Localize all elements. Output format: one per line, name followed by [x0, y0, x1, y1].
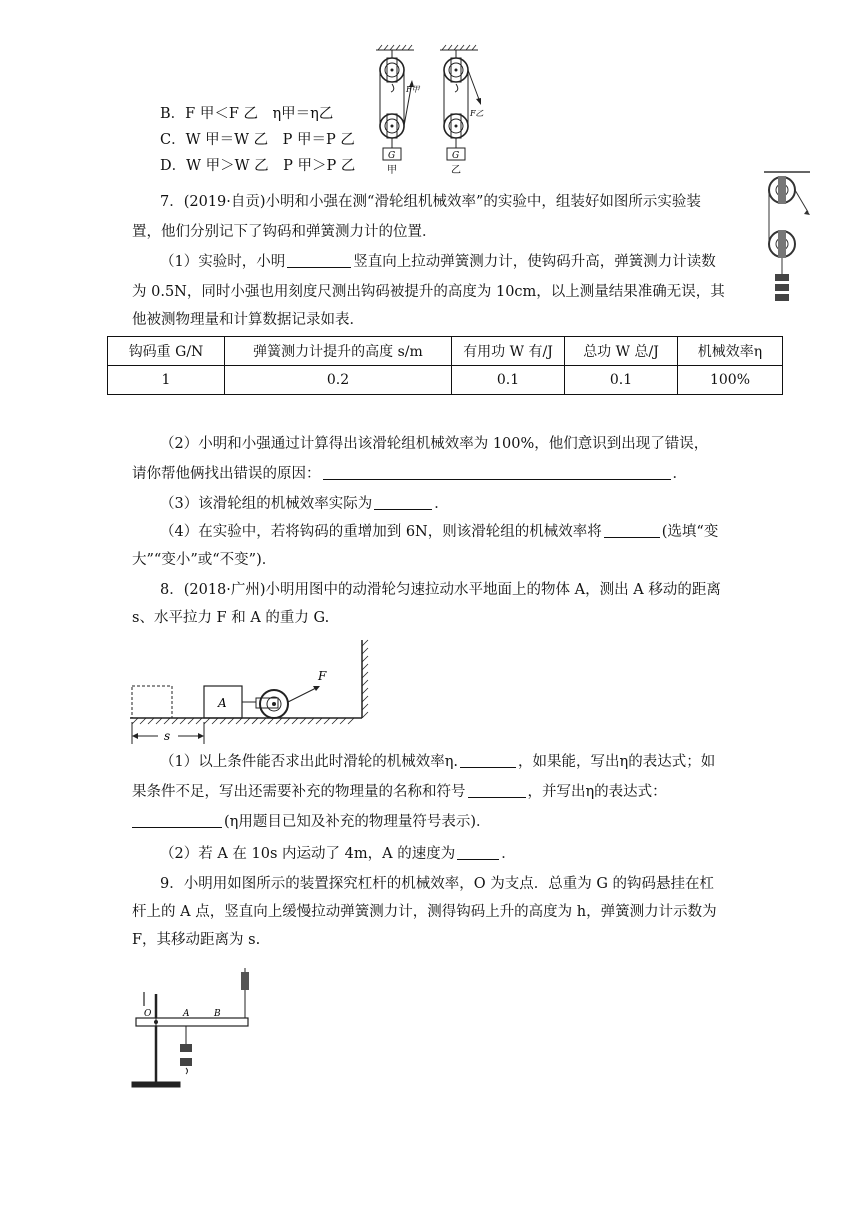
force-label-f: F: [318, 669, 327, 683]
q7-part1-line-2: 为 0.5N，同时小强也用刻度尺测出钩码被提升的高度为 10cm，以上测量结果准确无误，其: [132, 284, 725, 300]
q7-blank-4[interactable]: [604, 523, 660, 538]
lever-label-o: O: [144, 1009, 152, 1019]
block-label-a: A: [218, 696, 227, 710]
q7-blank-1[interactable]: [287, 253, 351, 268]
q8-blank-3[interactable]: [132, 813, 222, 828]
table-cell: 100%: [678, 366, 783, 395]
table-header-row: [108, 337, 783, 366]
q7-stem-line-2: 置，他们分别记下了钩码和弹簧测力计的位置．: [132, 224, 437, 240]
q8-part1-line-3: (η用题目已知及补充的物理量符号表示)．: [132, 812, 491, 832]
q9-stem-line-2: 杆上的 A 点，竖直向上缓慢拉动弹簧测力计，测得钩码上升的高度为 h，弹簧测力计示数为: [132, 904, 717, 920]
option-b: B．F 甲＜F 乙 η甲＝η乙: [160, 106, 334, 122]
q7-part2-line-1: （2）小明和小强通过计算得出该滑轮组机械效率为 100%，他们意识到出现了错误，: [160, 436, 709, 452]
q8-blank-4[interactable]: [457, 845, 499, 860]
table-cell: 0.2: [225, 366, 452, 395]
q7-part4-line-2: 大”“变小”或“不变”)．: [132, 552, 277, 568]
option-c: C．W 甲＝W 乙 P 甲＝P 乙: [160, 132, 355, 148]
pulley-figure-jia-yi: [368, 44, 488, 176]
table-cell: 1: [108, 366, 225, 395]
table-cell: 0.1: [565, 366, 678, 395]
table-header: 钩码重 G/N: [108, 337, 225, 366]
q7-part4-line-1: （4）在实验中，若将钩码的重增加到 6N，则该滑轮组的机械效率将 (选填“变: [160, 524, 719, 540]
force-label-yi: F乙: [470, 109, 484, 118]
q7-part3: （3）该滑轮组的机械效率实际为 ．: [160, 496, 449, 512]
table-header: 总功 W 总/J: [565, 337, 678, 366]
q7-blank-3[interactable]: [374, 495, 432, 510]
q9-stem-line-1: 9．小明用如图所示的装置探究杠杆的机械效率，O 为支点．总重为 G 的钩码悬挂在杠: [160, 876, 715, 892]
q7-part1-line-1: （1）实验时，小明 竖直向上拉动弹簧测力计，使钩码升高，弹簧测力计读数: [160, 254, 716, 270]
q8-part1-line-2: 果条件不足，写出还需要补充的物理量的名称和符号 ，并写出η的表达式：: [132, 784, 667, 800]
q9-stem-line-3: F，其移动距离为 s.: [132, 932, 261, 948]
force-label-jia: F甲: [406, 85, 420, 94]
table-row: [108, 366, 783, 395]
table-cell: 0.1: [452, 366, 565, 395]
lever-label-a: A: [183, 1009, 190, 1019]
q8-stem-line-1: 8．(2018·广州)小明用图中的动滑轮匀速拉动水平地面上的物体 A，测出 A 移动的距离: [160, 582, 721, 598]
q7-stem-line-1: 7．(2019·自贡)小明和小强在测“滑轮组机械效率”的实验中，组装好如图所示实验装: [160, 194, 701, 210]
distance-label-s: s: [164, 729, 171, 743]
q7-part2-line-2: 请你帮他俩找出错误的原因： ．: [132, 466, 687, 482]
pulley-block-figure: [760, 168, 820, 308]
lever-label-b: B: [214, 1009, 221, 1019]
weight-label-yi: G: [452, 151, 460, 161]
data-table: [107, 336, 783, 395]
table-header: 弹簧测力计提升的高度 s/m: [225, 337, 452, 366]
q7-part1-line-3: 他被测物理量和计算数据记录如表．: [132, 312, 364, 328]
table-header: 机械效率η: [678, 337, 783, 366]
label-jia: 甲: [387, 165, 397, 176]
option-d: D．W 甲＞W 乙 P 甲＞P 乙: [160, 158, 356, 174]
q8-part2: （2）若 A 在 10s 内运动了 4m，A 的速度为 ．: [160, 846, 516, 862]
q7-blank-2[interactable]: [323, 465, 671, 480]
q8-part1-line-1: （1）以上条件能否求出此时滑轮的机械效率η. ，如果能，写出η的表达式；如: [160, 754, 716, 770]
table-header: 有用功 W 有/J: [452, 337, 565, 366]
q8-blank-1[interactable]: [460, 753, 516, 768]
moving-pulley-figure: [128, 636, 378, 748]
q8-blank-2[interactable]: [468, 783, 526, 798]
weight-label-jia: G: [388, 151, 396, 161]
lever-figure: [128, 968, 258, 1092]
label-yi: 乙: [451, 165, 461, 176]
q8-stem-line-2: s、水平拉力 F 和 A 的重力 G.: [132, 610, 330, 626]
